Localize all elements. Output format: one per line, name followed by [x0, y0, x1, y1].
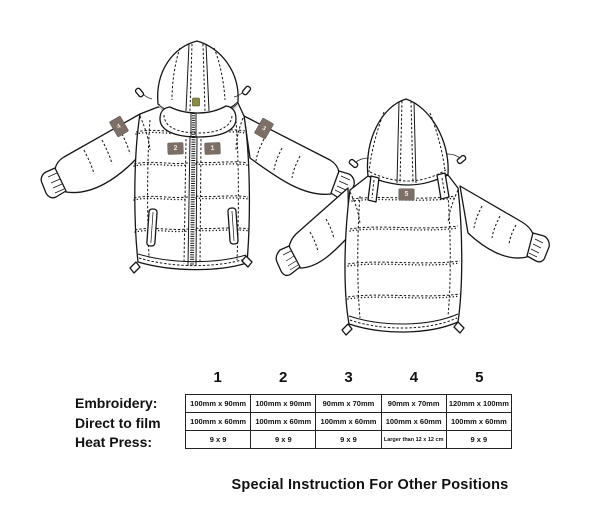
method-row-labels — [75, 394, 161, 453]
cell-dtf-3: 100mm x 60mm — [316, 413, 381, 431]
table-row-embroidery — [186, 395, 512, 413]
cell-heatpress-5: 9 x 9 — [446, 431, 511, 449]
cell-heatpress-4: Larger than 12 x 12 cm — [381, 431, 446, 449]
table-row-direct-to-film — [186, 413, 512, 431]
cell-embroidery-4: 90mm x 70mm — [381, 395, 446, 413]
placement-marker-5-back: 5 — [399, 189, 414, 200]
cell-dtf-5: 100mm x 60mm — [446, 413, 511, 431]
column-header-3: 3 — [344, 369, 353, 386]
cell-embroidery-5: 120mm x 100mm — [446, 395, 511, 413]
cell-heatpress-3: 9 x 9 — [316, 431, 381, 449]
position-column-headers — [185, 369, 512, 386]
cell-dtf-2: 100mm x 60mm — [251, 413, 316, 431]
placement-marker-1-right-chest: 1 — [205, 143, 220, 155]
row-label-direct-to-film: Direct to film — [75, 414, 161, 431]
column-header-2: 2 — [278, 369, 288, 386]
cell-dtf-4: 100mm x 60mm — [381, 413, 446, 431]
cell-embroidery-1: 100mm x 90mm — [186, 395, 251, 413]
row-label-embroidery: Embroidery: — [75, 395, 158, 411]
row-label-heat-press: Heat Press: — [75, 434, 153, 450]
table-row-heat-press — [186, 431, 512, 449]
back-view-drawing — [276, 99, 549, 335]
size-spec-table — [185, 394, 512, 449]
placement-marker-4-left-sleeve: 4 — [110, 116, 129, 137]
column-header-4: 4 — [409, 369, 419, 386]
cell-heatpress-2: 9 x 9 — [251, 431, 316, 449]
cell-heatpress-1: 9 x 9 — [186, 431, 251, 449]
placement-marker-3-right-sleeve: 3 — [255, 118, 274, 139]
column-header-5: 5 — [475, 369, 484, 386]
column-header-1: 1 — [213, 369, 222, 386]
cell-dtf-1: 100mm x 60mm — [186, 413, 251, 431]
special-instruction-title: Special Instruction For Other Positions — [231, 477, 509, 493]
cell-embroidery-3: 90mm x 70mm — [316, 395, 381, 413]
placement-marker-2-left-chest: 2 — [168, 143, 183, 155]
cell-embroidery-2: 100mm x 90mm — [251, 395, 316, 413]
